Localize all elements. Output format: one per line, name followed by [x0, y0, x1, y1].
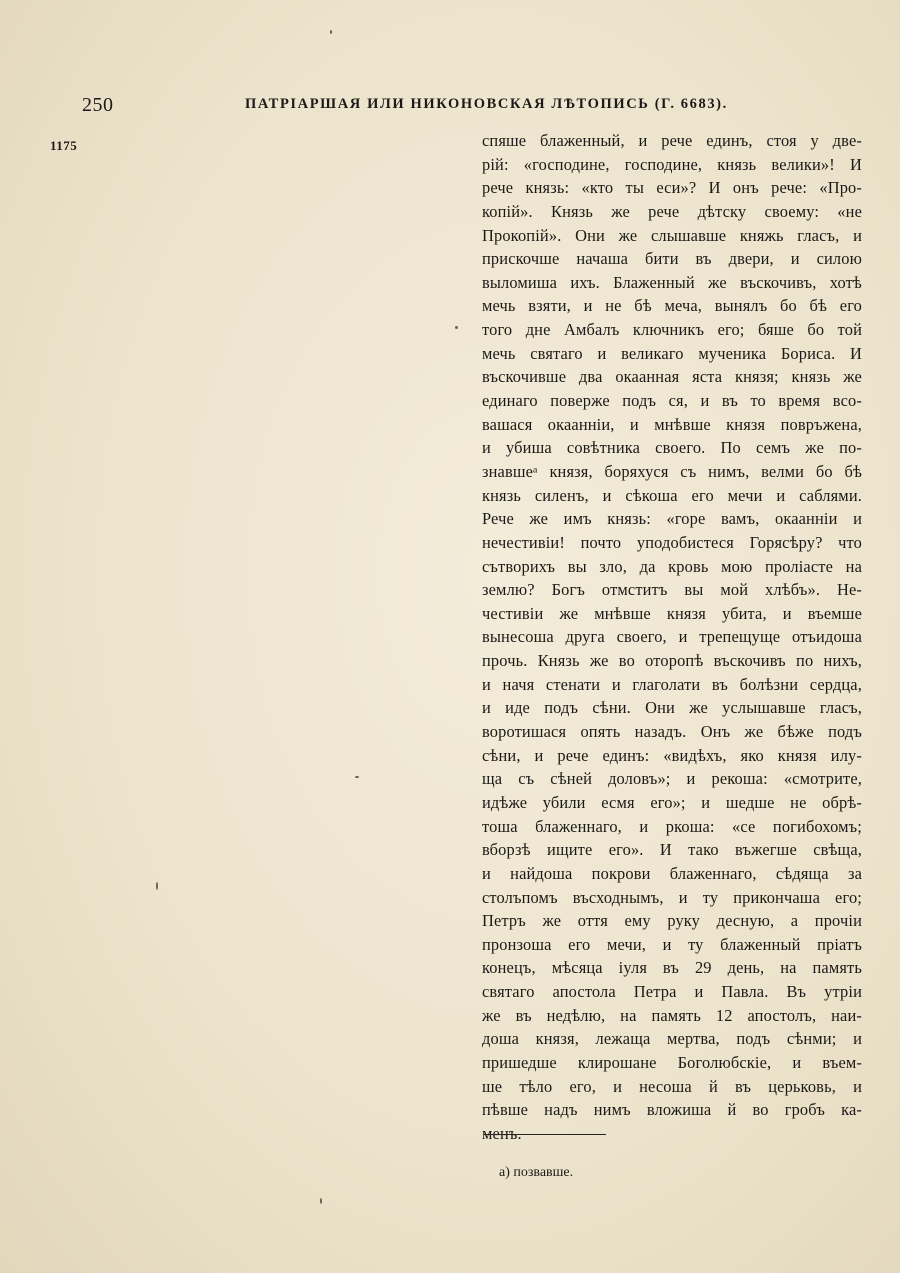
running-head: ПАТРІАРШАЯ ИЛИ НИКОНОВСКАЯ ЛѢТОПИСЬ (Г. 6683). — [245, 96, 728, 112]
paper-speck — [455, 326, 458, 329]
text-line: копій». Князь же рече дѣтску своему: «не — [482, 201, 862, 221]
text-line: и начя стенати и глаголати въ болѣзни сердца, — [482, 674, 862, 694]
text-line: менъ. — [482, 1123, 522, 1143]
text-line: и найдоша покрови блаженнаго, сѣдяща за — [482, 863, 862, 883]
text-line: сѣни, и рече единъ: «видѣхъ, яко князя илу- — [482, 745, 862, 765]
text-line: спяше блаженный, и рече единъ, стоя у две- — [482, 131, 862, 150]
text-line: и убиша совѣтника своего. По семъ же по- — [482, 438, 862, 458]
page-number: 250 — [82, 94, 114, 116]
paper-speck — [355, 776, 359, 778]
text-line: Петръ же оття ему руку десную, а прочіи — [482, 911, 862, 931]
text-line: ща съ сѣней доловъ»; и рекоша: «смотрите, — [482, 769, 862, 789]
text-line: знавшеᵃ князя, боряхуся съ нимъ, велми бо бѣ — [482, 461, 862, 481]
paper-speck — [320, 1198, 322, 1204]
text-line: пришедше клирошане Боголюбскіе, и въем- — [482, 1052, 862, 1072]
text-line: и иде подъ сѣни. Они же услышавше гласъ, — [482, 698, 862, 718]
text-line: честивіи же мнѣвше князя убита, и въемше — [482, 603, 862, 623]
margin-year-note: 1175 — [50, 138, 78, 153]
text-line: вынесоша друга своего, и трепещуще отъидоша — [482, 627, 862, 647]
text-line: въскочивше два окаанная яста князя; князь же — [482, 367, 862, 387]
text-line: князь силенъ, и сѣкоша его мечи и саблями. — [482, 485, 862, 505]
text-line: ше тѣло его, и несоша й въ церьковь, и — [482, 1076, 862, 1096]
text-line: вашася окаанніи, и мнѣвше князя повръжена, — [482, 414, 862, 434]
text-line: мечь взяти, и не бѣ меча, вынялъ бо бѣ его — [482, 296, 862, 316]
text-line: землю? Богъ отмститъ вы мой хлѣбъ». Не- — [482, 580, 862, 600]
text-line: мечь святаго и великаго мученика Бориса. И — [482, 343, 862, 363]
text-line: единаго поверже подъ ся, и въ то время вco- — [482, 391, 862, 411]
text-line: воротишася опять назадъ. Онъ же бѣже подъ — [482, 722, 862, 742]
paper-speck — [156, 882, 158, 890]
text-line: прискочше начаша бити въ двери, и силою — [482, 249, 862, 269]
text-line: же въ недѣлю, на память 12 апостолъ, наи- — [482, 1005, 862, 1025]
text-line: нечестивіи! почто уподобистеся Горясѣру? что — [482, 532, 862, 552]
paper-speck — [330, 30, 332, 34]
text-line: того дне Амбалъ ключникъ его; бяше бо той — [482, 320, 862, 340]
text-line: Рече же имъ князь: «горе вамъ, окаанніи и — [482, 509, 862, 529]
text-line: сътворихъ вы зло, да кровь мою проліасте на — [482, 556, 862, 576]
text-line: Прокопій». Они же слышавше княжь гласъ, и — [482, 225, 862, 245]
footnote: а) позвавше. — [499, 1165, 574, 1180]
text-line: рій: «господине, господине, князь велики»! И — [482, 154, 862, 174]
body-text-column — [482, 129, 862, 1146]
text-line: пронзоша его мечи, и ту блаженный пріатъ — [482, 934, 862, 954]
text-line: столъпомъ въсходнымъ, и ту прикончаша его; — [482, 887, 862, 907]
text-line: выломиша ихъ. Блаженный же въскочивъ, хотѣ — [482, 272, 862, 292]
text-line: прочь. Князь же во оторопѣ въскочивъ по нихъ, — [482, 651, 862, 671]
text-line: доша князя, лежаща мертва, подъ сѣнми; и — [482, 1029, 862, 1049]
text-line: рече князь: «кто ты еси»? И онъ рече: «Про- — [482, 178, 862, 198]
text-line: святаго апостола Петра и Павла. Въ утріи — [482, 982, 862, 1002]
text-line: конецъ, мѣсяца іуля въ 29 день, на память — [482, 958, 862, 978]
footnote-rule — [484, 1134, 606, 1135]
text-line: пѣвше надъ нимъ вложиша й во гробъ ка- — [482, 1100, 862, 1120]
text-line: вборзѣ ищите его». И тако въжегше свѣща, — [482, 840, 862, 860]
text-line: идѣже убили есмя его»; и шедше не обрѣ- — [482, 792, 862, 812]
text-line: тоша блаженнаго, и ркоша: «се погибохомъ; — [482, 816, 862, 836]
